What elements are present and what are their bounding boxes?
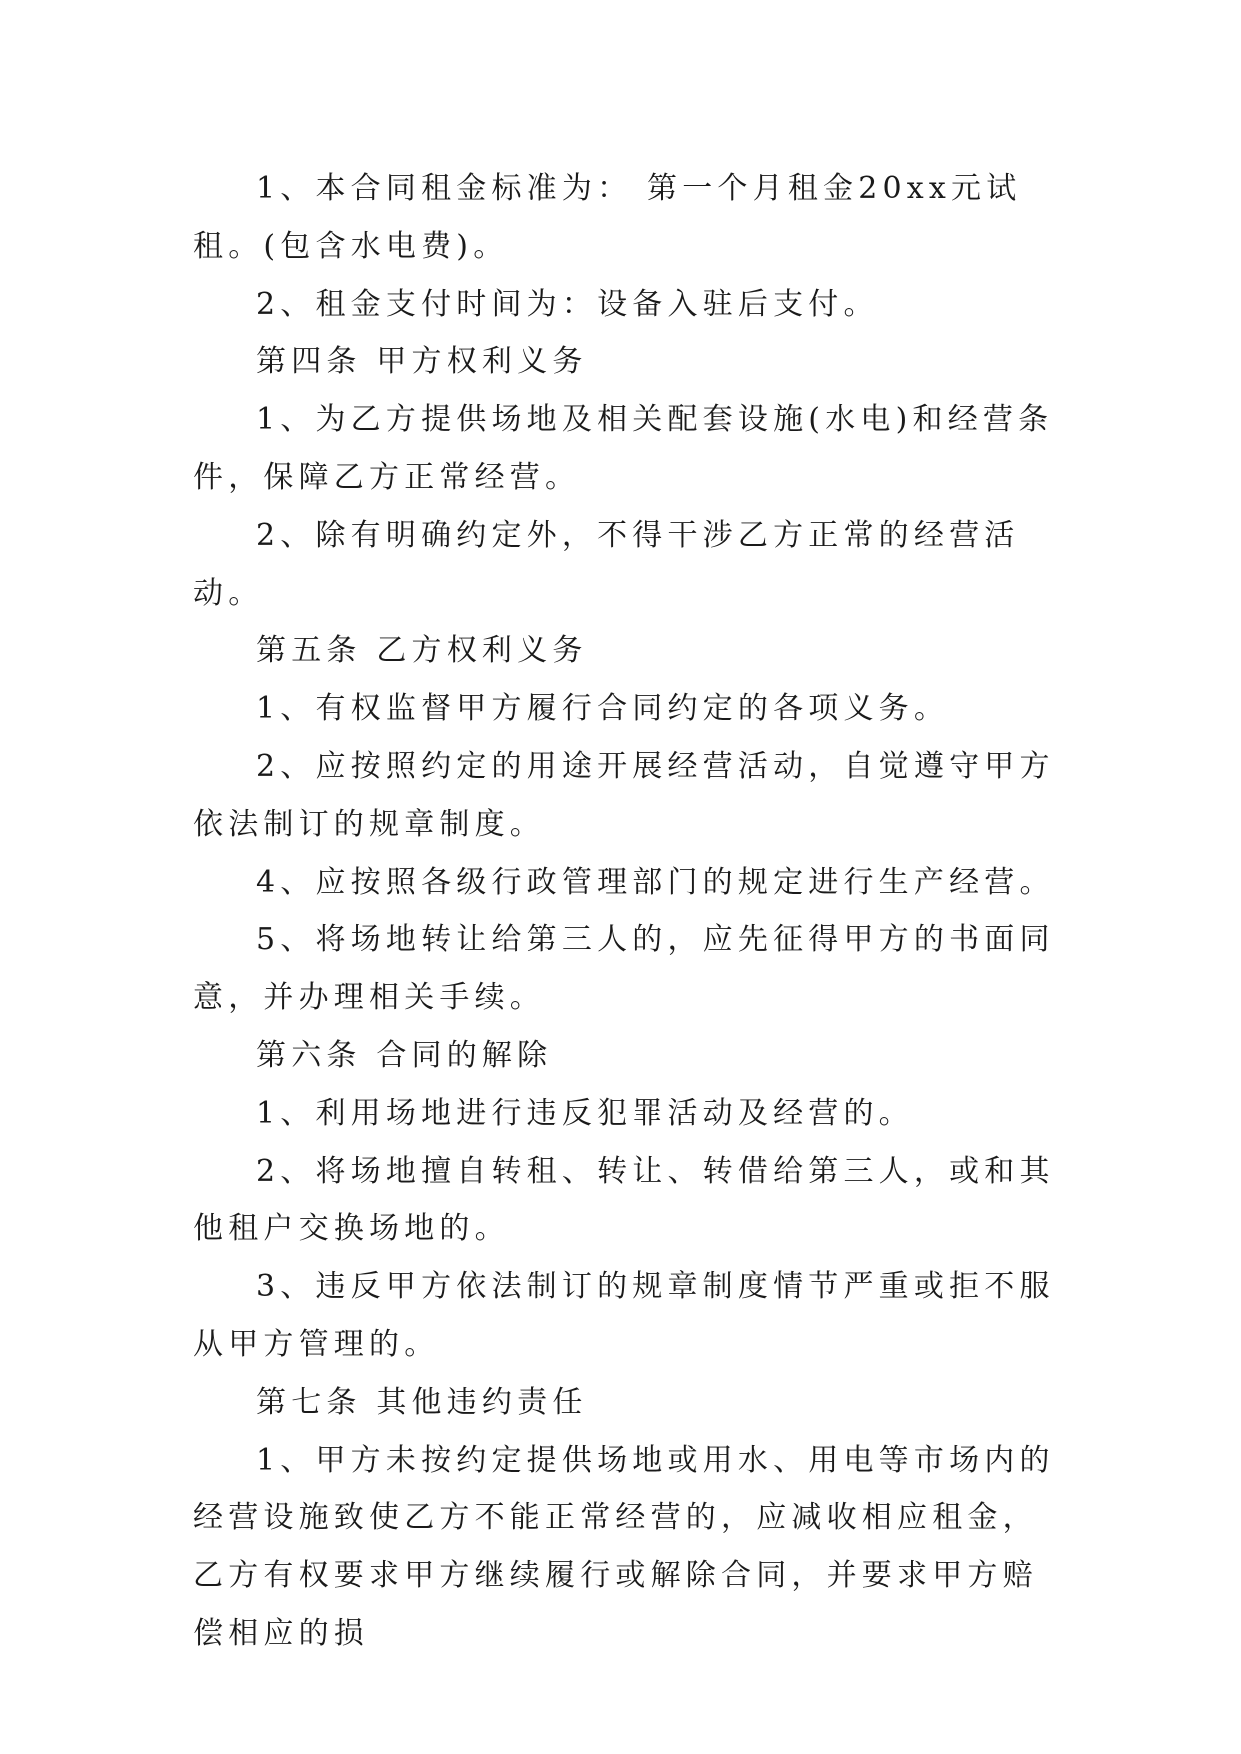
paragraph-party-b-duty-4: 4、应按照各级行政管理部门的规定进行生产经营。	[256, 864, 1055, 900]
paragraph-rent-payment-time: 2、租金支付时间为：设备入驻后支付。	[256, 286, 879, 322]
document-body	[193, 160, 1063, 1663]
paragraph-party-b-duty-1: 1、有权监督甲方履行合同约定的各项义务。	[256, 691, 950, 727]
paragraph-termination-2: 2、将场地擅自转租、转让、转借给第三人，或和其他租户交换场地的。	[193, 1153, 1055, 1247]
section-heading-article-6: 第六条 合同的解除	[256, 1037, 553, 1073]
paragraph-party-b-duty-2: 2、应按照约定的用途开展经营活动，自觉遵守甲方依法制订的规章制度。	[193, 748, 1055, 842]
paragraph-party-a-duty-2: 2、除有明确约定外，不得干涉乙方正常的经营活动。	[193, 517, 1020, 611]
paragraph-party-b-duty-5: 5、将场地转让给第三人的，应先征得甲方的书面同意，并办理相关手续。	[193, 922, 1055, 1016]
paragraph-rent-standard: 1、本合同租金标准为： 第一个月租金20xx元试租。(包含水电费)。	[193, 171, 1022, 264]
paragraph-party-a-duty-1: 1、为乙方提供场地及相关配套设施(水电)和经营条件，保障乙方正常经营。	[193, 402, 1054, 495]
paragraph-breach-1: 1、甲方未按约定提供场地或用水、用电等市场内的经营设施致使乙方不能正常经营的，应减收相应租金，乙方有权要求甲方继续履行或解除合同，并要求甲方赔偿相应的损	[193, 1442, 1055, 1651]
section-heading-article-5: 第五条 乙方权利义务	[256, 633, 588, 669]
paragraph-termination-1: 1、利用场地进行违反犯罪活动及经营的。	[256, 1095, 914, 1131]
paragraph-termination-3: 3、违反甲方依法制订的规章制度情节严重或拒不服从甲方管理的。	[193, 1269, 1055, 1362]
section-heading-article-4: 第四条 甲方权利义务	[256, 344, 588, 380]
section-heading-article-7: 第七条 其他违约责任	[256, 1384, 588, 1420]
